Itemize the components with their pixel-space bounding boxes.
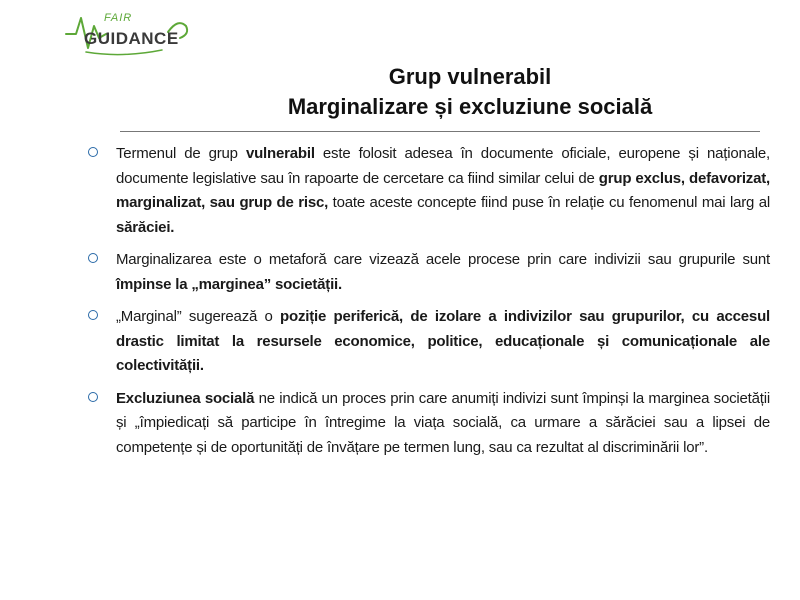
slide-title: Grup vulnerabil [388,64,552,89]
bullet-list [88,142,770,468]
title-divider [120,131,760,132]
circle-bullet-icon [88,392,98,402]
text-segment: este folosit adesea în documente oficiale, europene și naționale, documente legislative sau în rapoarte de cercetare ca fiind similar celui de [116,145,770,187]
bullet-text [116,305,770,379]
bullet-item [88,387,770,461]
text-segment: Marginalizarea este o metaforă care vizează acele procese prin care indivizii sau grupurile sunt [116,251,770,268]
bold-text-segment: poziție periferică, de izolare a indivizilor sau grupurilor, cu accesul drastic limitat la resursele economice, politice, educaționale și comunicaționale ale colectivității. [116,308,771,374]
bullet-text [116,387,770,461]
circle-bullet-icon [88,147,98,157]
circle-bullet-icon [88,310,98,320]
bullet-item [88,305,770,379]
bold-text-segment: grup exclus, defavorizat, marginalizat, sau grup de risc, [116,169,770,211]
logo-bottom-text: GUIDANCE [84,29,179,48]
bold-text-segment: vulnerabil [245,145,315,162]
bullet-text [116,248,770,297]
bullet-text [116,142,770,240]
bullet-item [88,248,770,297]
slide-subtitle: Marginalizare și excluziune socială [287,94,653,119]
bold-text-segment: împinse la „marginea” societății. [116,275,342,293]
text-segment: „Marginal” sugerează o [116,308,281,325]
circle-bullet-icon [88,253,98,263]
fair-guidance-logo [62,8,192,58]
text-segment: toate aceste concepte fiind puse în relație cu fenomenul mai larg al [328,194,770,211]
bold-text-segment: Excluziunea socială [116,389,255,407]
bullet-item [88,142,770,240]
text-segment: Termenul de grup [116,145,246,162]
text-segment: ne indică un proces prin care anumiți indivizi sunt împinși la marginea societății și „împiedicați să participe în întregime la viața socială, ca urmare a sărăciei sau a lipsei de competențe și de oportunități de învățare pe termen lung, sau ca rezultat al discriminării lor”. [116,389,771,456]
logo-top-text: FAIR [104,12,133,24]
bold-text-segment: sărăciei. [116,218,175,236]
